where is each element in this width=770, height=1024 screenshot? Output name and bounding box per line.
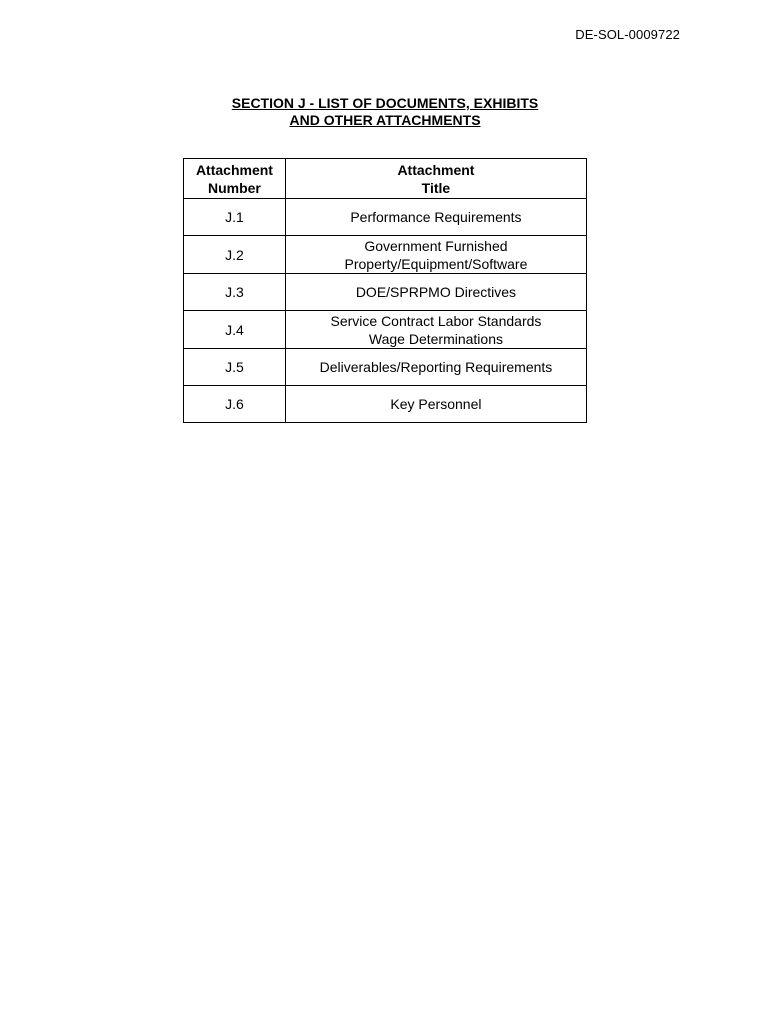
table-row [184, 236, 587, 274]
attachment-number: J.5 [184, 349, 286, 386]
table-row [184, 274, 587, 311]
header-attachment-number: Attachment Number [184, 159, 286, 199]
section-title [0, 95, 770, 129]
document-id: DE-SOL-0009722 [575, 27, 680, 42]
header-attachment-title: Attachment Title [285, 159, 586, 199]
section-title-line-1: SECTION J - LIST OF DOCUMENTS, EXHIBITS [231, 95, 539, 111]
section-title-line-2: AND OTHER ATTACHMENTS [289, 112, 481, 128]
table-row [184, 199, 587, 236]
attachment-title: Key Personnel [285, 386, 586, 423]
table-row [184, 386, 587, 423]
attachment-number: J.3 [184, 274, 286, 311]
attachments-table [183, 158, 587, 423]
table-row [184, 311, 587, 349]
table-header-row [184, 159, 587, 199]
attachment-number: J.6 [184, 386, 286, 423]
attachment-title: Government Furnished Property/Equipment/Software [285, 236, 586, 274]
attachment-title: Deliverables/Reporting Requirements [285, 349, 586, 386]
attachment-number: J.2 [184, 236, 286, 274]
attachment-title: Service Contract Labor Standards Wage Determinations [285, 311, 586, 349]
attachment-number: J.4 [184, 311, 286, 349]
attachment-title: DOE/SPRPMO Directives [285, 274, 586, 311]
attachment-title: Performance Requirements [285, 199, 586, 236]
table-row [184, 349, 587, 386]
attachment-number: J.1 [184, 199, 286, 236]
